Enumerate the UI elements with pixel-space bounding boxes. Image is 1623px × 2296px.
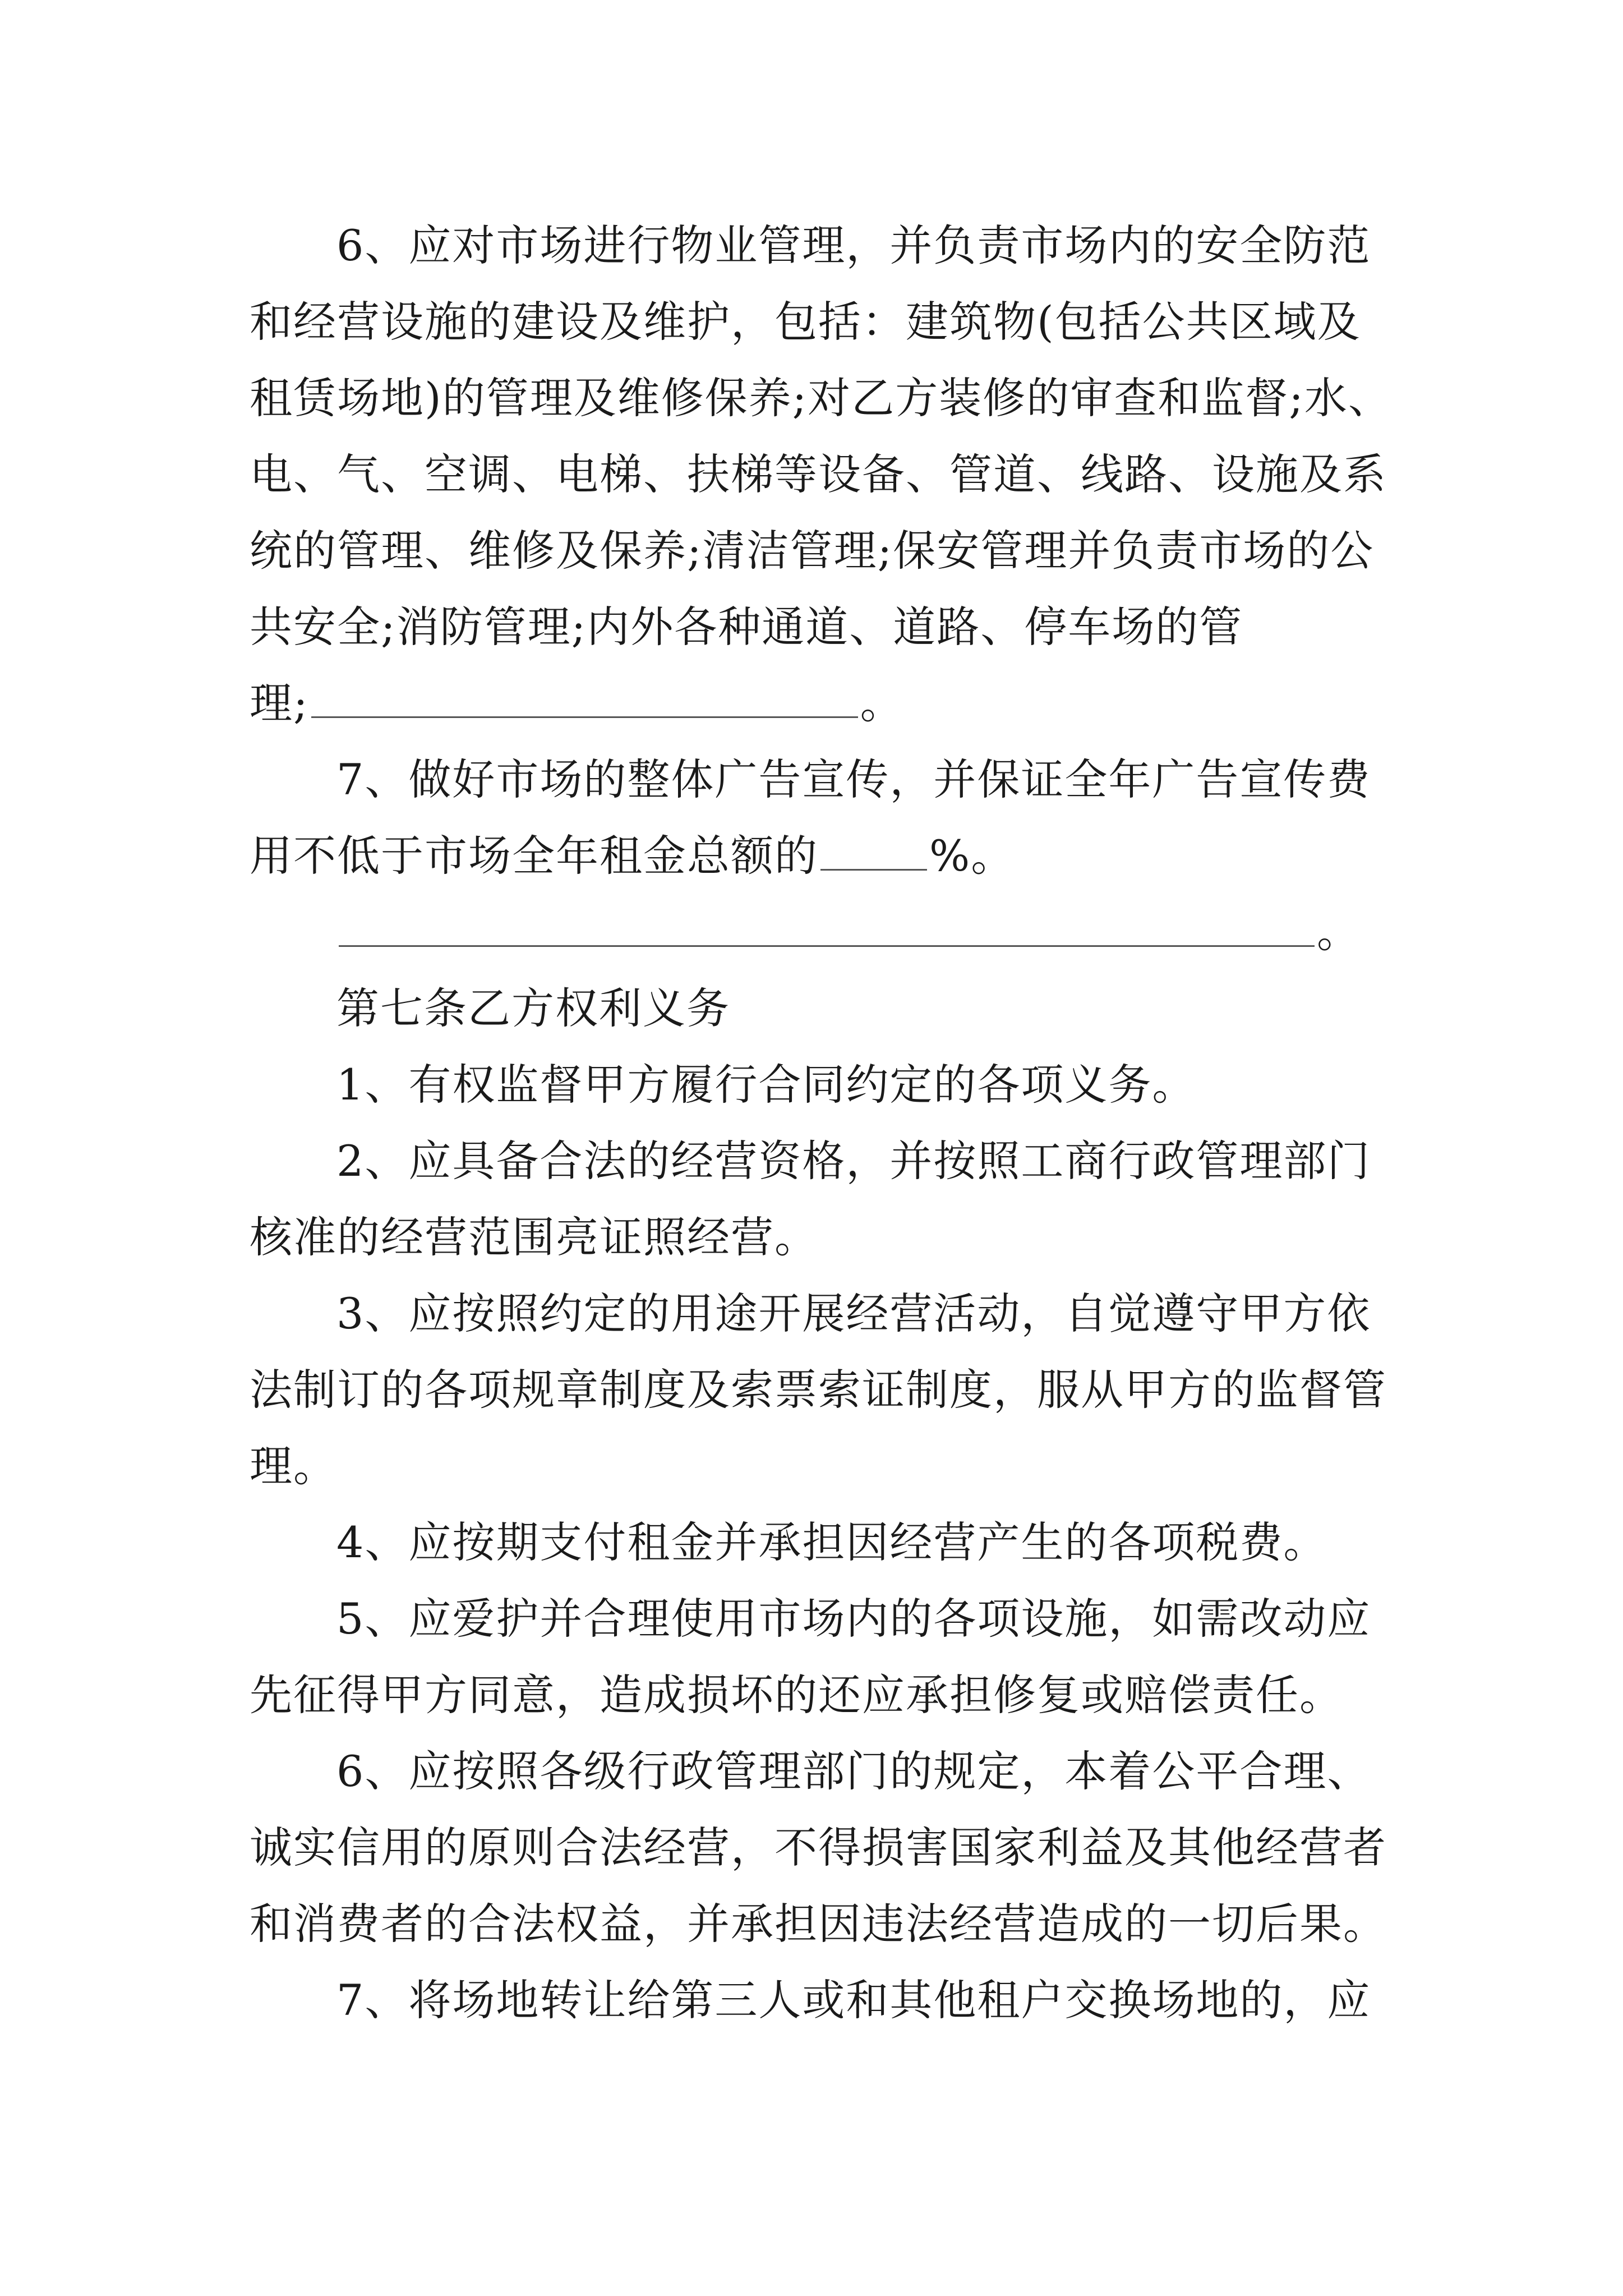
fill-blank <box>339 910 1315 947</box>
paragraph-line: 6、应按照各级行政管理部门的规定，本着公平合理、 <box>336 1746 1371 1796</box>
paragraph-line: 电、气、空调、电梯、扶梯等设备、管道、线路、设施及系 <box>250 449 1387 499</box>
paragraph-line: 1、有权监督甲方履行合同约定的各项义务。 <box>336 1060 1196 1110</box>
paragraph-line: 7、将场地转让给第三人或和其他租户交换场地的，应 <box>336 1975 1371 2025</box>
paragraph-line: 7、做好市场的整体广告宣传，并保证全年广告宣传费 <box>336 754 1371 804</box>
line-text: 理; <box>250 678 309 728</box>
paragraph-line: 6、应对市场进行物业管理，并负责市场内的安全防范 <box>336 220 1371 270</box>
paragraph-line: 4、应按期支付租金并承担因经营产生的各项税费。 <box>336 1517 1327 1567</box>
paragraph-line: 和经营设施的建设及维护，包括：建筑物(包括公共区域及 <box>250 297 1361 347</box>
paragraph-line <box>336 904 1361 960</box>
line-text: 用不低于市场全年租金总额的 <box>250 831 818 881</box>
paragraph-line: 核准的经营范围亮证照经营。 <box>250 1212 818 1262</box>
fill-blank <box>820 834 927 871</box>
fill-blank <box>311 682 858 718</box>
paragraph-line <box>250 828 1015 884</box>
paragraph-line: 3、应按照约定的用途开展经营活动，自觉遵守甲方依 <box>336 1289 1371 1338</box>
line-text: 。 <box>1317 907 1361 957</box>
paragraph-line: 共安全;消防管理;内外各种通道、道路、停车场的管 <box>250 602 1243 652</box>
paragraph-line: 2、应具备合法的经营资格，并按照工商行政管理部门 <box>336 1136 1371 1186</box>
paragraph-line: 和消费者的合法权益，并承担因违法经营造成的一切后果。 <box>250 1899 1387 1949</box>
paragraph-line: 统的管理、维修及保养;清洁管理;保安管理并负责市场的公 <box>250 526 1375 576</box>
paragraph-line: 理。 <box>250 1441 337 1491</box>
section-heading: 第七条乙方权利义务 <box>336 983 730 1033</box>
paragraph-line: 法制订的各项规章制度及索票索证制度，服从甲方的监督管 <box>250 1365 1387 1415</box>
line-text: 。 <box>860 678 904 728</box>
paragraph-line: 租赁场地)的管理及维修保养;对乙方装修的审查和监督;水、 <box>250 373 1392 423</box>
line-text: %。 <box>929 831 1015 881</box>
paragraph-line: 先征得甲方同意，造成损坏的还应承担修复或赔偿责任。 <box>250 1670 1343 1720</box>
paragraph-line: 诚实信用的原则合法经营，不得损害国家利益及其他经营者 <box>250 1823 1387 1872</box>
paragraph-line: 5、应爱护并合理使用市场内的各项设施，如需改动应 <box>336 1594 1371 1644</box>
paragraph-line <box>250 675 904 731</box>
